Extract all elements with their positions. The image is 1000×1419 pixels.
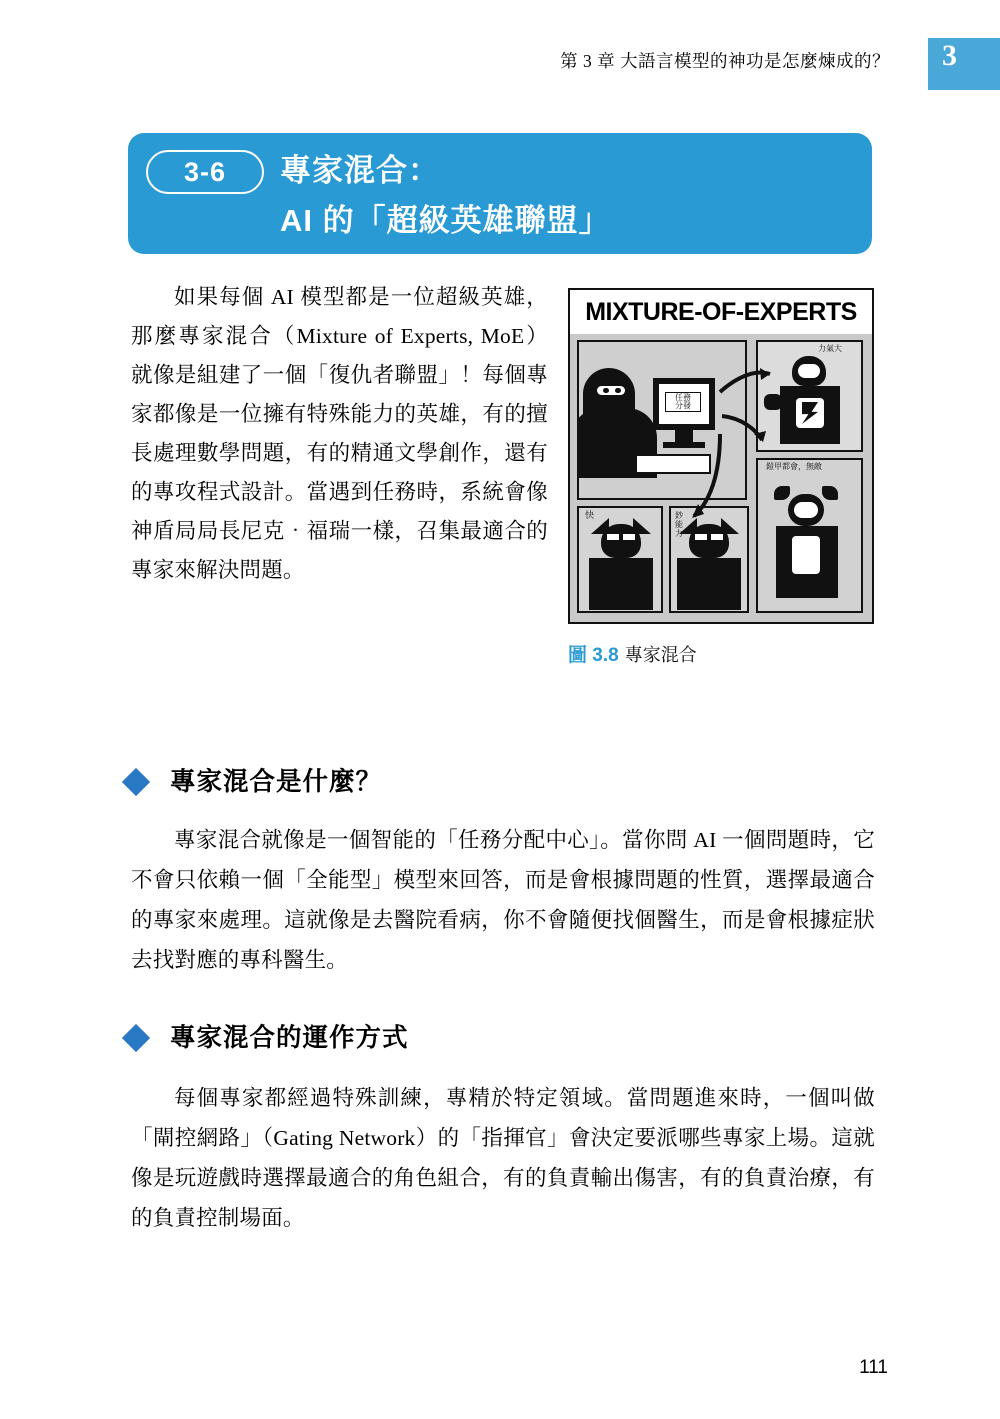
intro-paragraph: 如果每個 AI 模型都是一位超級英雄，那麼專家混合（Mixture of Experts, MoE）就像是組建了一個「復仇者聯盟」！每個專家都像是一位擁有特殊能力的英雄，有的擅長處理數學問題，有的精通文學創作，還有的專攻程式設計。當遇到任務時，系統會像神盾局局長尼克‧福瑞一樣，召集最適合的專家來解決問題。 [131, 285, 548, 582]
subheading-what-is-moe [126, 766, 886, 800]
figure-banner-title: MIXTURE-OF-EXPERTS [570, 290, 872, 336]
section-title-line1: 專家混合： [280, 153, 440, 188]
diamond-bullet-icon [122, 768, 150, 796]
running-head [0, 38, 1000, 84]
figure-comic-art [570, 334, 872, 622]
paragraph-how-moe-works: 每個專家都經過特殊訓練，專精於特定領域。當問題進來時，一個叫做「閘控網路」（Gating Network）的「指揮官」會決定要派哪些專家上場。這就像是玩遊戲時選擇最適合的角色組合，有的負責輸出傷害，有的負責治療，有的負責控制場面。 [131, 1086, 875, 1230]
subheading-text: 專家混合是什麼？ [170, 768, 383, 796]
figure-caption [568, 640, 888, 667]
subheading-how-moe-works [126, 1022, 886, 1056]
chapter-number-tab [928, 38, 1000, 90]
figure-label-armor: 鎧甲都會，無敵 [766, 462, 822, 471]
figure-caption-text: 專家混合 [624, 645, 697, 665]
figure-label-fast: 快 [585, 510, 595, 520]
subheading-text: 專家混合的運作方式 [170, 1024, 409, 1052]
paragraph-what-is-moe: 專家混合就像是一個智能的「任務分配中心」。當你問 AI 一個問題時，它不會只依賴一個「全能型」模型來回答，而是會根據問題的性質，選擇最適合的專家來處理。這就像是去醫院看病，你不會隨便找個醫生，而是會根據症狀去找對應的專科醫生。 [131, 828, 875, 972]
chapter-number: 3 [942, 39, 957, 72]
section-number-pill [146, 150, 264, 194]
diamond-bullet-icon [122, 1024, 150, 1052]
figure-caption-number: 圖 3.8 [568, 645, 619, 666]
page-number: 111 [859, 1357, 888, 1378]
section-header-band [128, 133, 872, 254]
figure-label-money: 鈔 能 力 [675, 511, 683, 538]
intro-column [131, 278, 548, 590]
running-head-text: 第 3 章 大語言模型的神功是怎麼煉成的？ [560, 51, 890, 71]
figure-3-8 [568, 288, 874, 624]
comic-arrows [570, 334, 864, 618]
figure-label-strength: 力氣大 [818, 344, 842, 353]
figure-label-router: 任務 分發 [665, 392, 701, 412]
section-title-line2: AI 的「超級英雄聯盟」 [280, 203, 611, 238]
section-number: 3-6 [183, 157, 227, 187]
